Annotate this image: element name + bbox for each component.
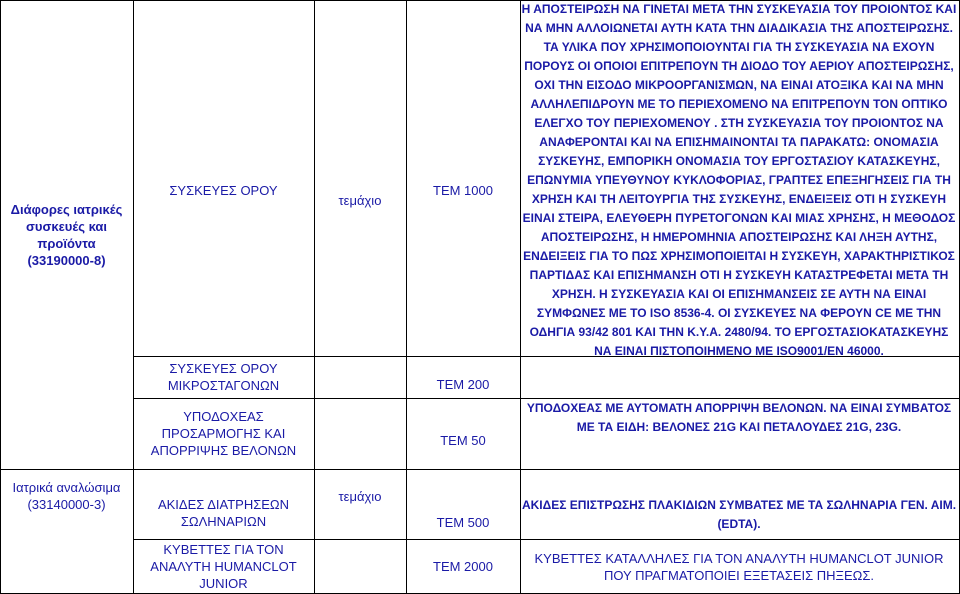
quantity-microdrip-sets: ΤΕΜ 200 bbox=[436, 376, 490, 392]
quantity-piercing-spikes: ΤΕΜ 500 bbox=[436, 514, 490, 530]
category-medical-devices: Διάφορες ιατρικές συσκευές και προϊόντα (33190000-8) bbox=[10, 201, 123, 268]
quantity-cuvettes: ΤΕΜ 2000 bbox=[433, 558, 493, 574]
quantity-needle-holder: ΤΕΜ 50 bbox=[440, 433, 486, 448]
unit-label-consumables: τεμάχιο bbox=[338, 488, 382, 504]
item-infusion-sets: ΣΥΣΚΕΥΕΣ ΟΡΟΥ bbox=[169, 183, 278, 198]
category-medical-consumables: Ιατρικά αναλώσιμα (33140000-3) bbox=[12, 480, 121, 512]
item-needle-removal-holder: ΥΠΟΔΟΧΕΑΣ ΠΡΟΣΑΡΜΟΓΗΣ ΚΑΙ ΑΠΟΡΡΙΨΗΣ ΒΕΛΟΝΩΝ bbox=[150, 409, 297, 458]
item-humanclot-cuvettes: ΚΥΒΕΤΤΕΣ ΓΙΑ ΤΟΝ ΑΝΑΛΥΤΗ HUMANCLOT JUNIOR bbox=[150, 541, 297, 591]
item-tube-piercing-spikes: ΑΚΙΔΕΣ ΔΙΑΤΡΗΣΕΩΝ ΣΩΛΗΝΑΡΙΩΝ bbox=[157, 497, 290, 529]
spec-needle-holder: ΥΠΟΔΟΧΕΑΣ ΜΕ ΑΥΤΟΜΑΤΗ ΑΠΟΡΡΙΨΗ ΒΕΛΟΝΩΝ. ΝΑ ΕΙΝΑΙ ΣΥΜΒΑΤΟΣ ΜΕ ΤΑ ΕΙΔΗ: ΒΕΛΟΝΕΣ 21G ΚΑΙ ΠΕΤΑΛΟΥΔΕΣ 21G, 23G. bbox=[526, 401, 952, 434]
spec-infusion-sets: Η ΑΠΟΣΤΕΙΡΩΣΗ ΝΑ ΓΙΝΕΤΑΙ ΜΕΤΑ ΤΗΝ ΣΥΣΚΕΥΑΣΙΑ ΤΟΥ ΠΡΟΙΟΝΤΟΣ ΚΑΙ ΝΑ ΜΗΝ ΑΛΛΟΙΩΝΕΤΑΙ ΑΥΤΗ ΚΑΤΑ ΤΗΝ ΔΙΑΔΙΚΑΣΙΑ ΤΗΣ ΑΠΟΣΤΕΙΡΩΣΗΣ. ΤΑ ΥΛΙΚΑ ΠΟΥ ΧΡΗΣΙΜΟΠΟΙΟΥΝΤΑΙ ΓΙΑ ΤΗ ΣΥΣΚΕΥΑΣΙΑ ΝΑ ΕΧΟΥΝ ΠΟΡΟΥΣ ΟΙ ΟΠΟΙΟΙ ΕΠΙΤΡΕΠΟΥΝ ΤΗ ΔΙΟΔΟ ΤΟΥ ΑΕΡΙΟΥ ΑΠΟΣΤΕΙΡΩΣΗΣ, ΟΧΙ ΤΗΝ ΕΙΣΟΔΟ ΜΙΚΡΟΟΡΓΑΝΙΣΜΩΝ, ΝΑ ΕΙΝΑΙ ΑΤΟΞΙΚΑ ΚΑΙ ΝΑ ΜΗΝ ΑΛΛΗΛΕΠΙΔΡΟΥΝ ΜΕ ΤΟ ΠΕΡΙΕΧΟΜΕΝΟ ΝΑ ΕΠΙΤΡΕΠΟΥΝ ΤΟΝ ΟΠΤΙΚΟ ΕΛΕΓΧΟ ΤΟΥ ΠΕΡΙΕΧΟΜΕΝΟΥ . ΣΤΗ ΣΥΣΚΕΥΑΣΙΑ ΤΟΥ ΠΡΟΙΟΝΤΟΣ ΝΑ ΑΝΑΦΕΡΟΝΤΑΙ ΚΑΙ ΝΑ ΕΠΙΣΗΜΑΙΝΟΝΤΑΙ ΤΑ ΠΑΡΑΚΑΤΩ: ΟΝΟΜΑΣΙΑ ΣΥΣΚΕΥΗΣ, ΕΜΠΟΡΙΚΗ ΟΝΟΜΑΣΙΑ ΤΟΥ ΕΡΓΟΣΤΑΣΙΟΥ ΚΑΤΑΣΚΕΥΗΣ, ΕΠΩΝΥΜΙΑ ΥΠΕΥΘΥΝΟΥ ΚΥΚΛΟΦΟΡΙΑΣ, ΓΡΑΠΤΕΣ ΕΠΕΞΗΓΗΣΕΙΣ ΓΙΑ ΤΗ ΧΡΗΣΗ ΚΑΙ ΤΗ ΛΕΙΤΟΥΡΓΙΑ ΤΗΣ ΣΥΣΚΕΥΗΣ, ΕΝΔΕΙΞΕΙΣ ΟΤΙ Η ΣΥΣΚΕΥΗ ΕΙΝΑΙ ΣΤΕΙΡΑ, ΕΛΕΥΘΕΡΗ ΠΥΡΕΤΟΓΟΝΩΝ ΚΑΙ ΜΙΑΣ ΧΡΗΣΗΣ, Η ΜΕΘΟΔΟΣ ΑΠΟΣΤΕΙΡΩΣΗΣ, Η ΗΜΕΡΟΜΗΝΙΑ ΑΠΟΣΤΕΙΡΩΣΗΣ ΚΑΙ ΛΗΞΗ ΑΥΤΗΣ, ΕΝΔΕΙΞΕΙΣ ΓΙΑ ΤΟ ΠΩΣ ΧΡΗΣΙΜΟΠΟΙΕΙΤΑΙ Η ΣΥΣΚΕΥΗ, ΧΑΡΑΚΤΗΡΙΣΤΙΚΟΣ ΠΑΡΤΙΔΑΣ ΚΑΙ ΕΠΙΣΗΜΑΝΣΗ ΟΤΙ Η ΣΥΣΚΕΥΗ ΚΑΤΑΣΤΡΕΦΕΤΑΙ ΜΕΤΑ ΤΗ ΧΡΗΣΗ. Η ΣΥΣΚΕΥΑΣΙΑ ΚΑΙ ΟΙ ΕΠΙΣΗΜΑΝΣΕΙΣ ΣΕ ΑΥΤΗ ΝΑ ΕΙΝΑΙ ΣΥΜΦΩΝΕΣ ΜΕ ΤΟ ISO 8536-4. ΟΙ ΣΥΣΚΕΥΕΣ ΝΑ ΦΕΡΟΥΝ CE ΜΕ ΤΗΝ ΟΔΗΓΙΑ 93/42 801 ΚΑΙ ΤΗΝ Κ.Υ.Α. 2480/94. ΤΟ ΕΡΓΟΣΤΑΣΙΟΚΑΤΑΣΚΕΥΗΣ ΝΑ ΕΙΝΑΙ ΠΙΣΤΟΠΟΙΗΜΕΝΟ ΜΕ ISO9001/EN 46000. bbox=[521, 2, 957, 358]
spec-cuvettes: ΚΥΒΕΤΤΕΣ ΚΑΤΑΛΛΗΛΕΣ ΓΙΑ ΤΟΝ ΑΝΑΛΥΤΗ HUMANCLOT JUNIOR ΠΟΥ ΠΡΑΓΜΑΤΟΠΟΙΕΙ ΕΞΕΤΑΣΕΙΣ ΠΗΞΕΩΣ. bbox=[534, 551, 944, 583]
spec-piercing-spikes: ΑΚΙΔΕΣ ΕΠΙΣΤΡΩΣΗΣ ΠΛΑΚΙΔΙΩΝ ΣΥΜΒΑΤΕΣ ΜΕ ΤΑ ΣΩΛΗΝΑΡΙΑ ΓΕΝ. ΑΙΜ. (EDTA). bbox=[521, 498, 957, 531]
item-microdrip-infusion-sets: ΣΥΣΚΕΥΕΣ ΟΡΟΥ ΜΙΚΡΟΣΤΑΓΟΝΩΝ bbox=[167, 361, 280, 393]
quantity-infusion-sets: ΤΕΜ 1000 bbox=[433, 183, 493, 198]
unit-label: τεμάχιο bbox=[338, 192, 382, 208]
